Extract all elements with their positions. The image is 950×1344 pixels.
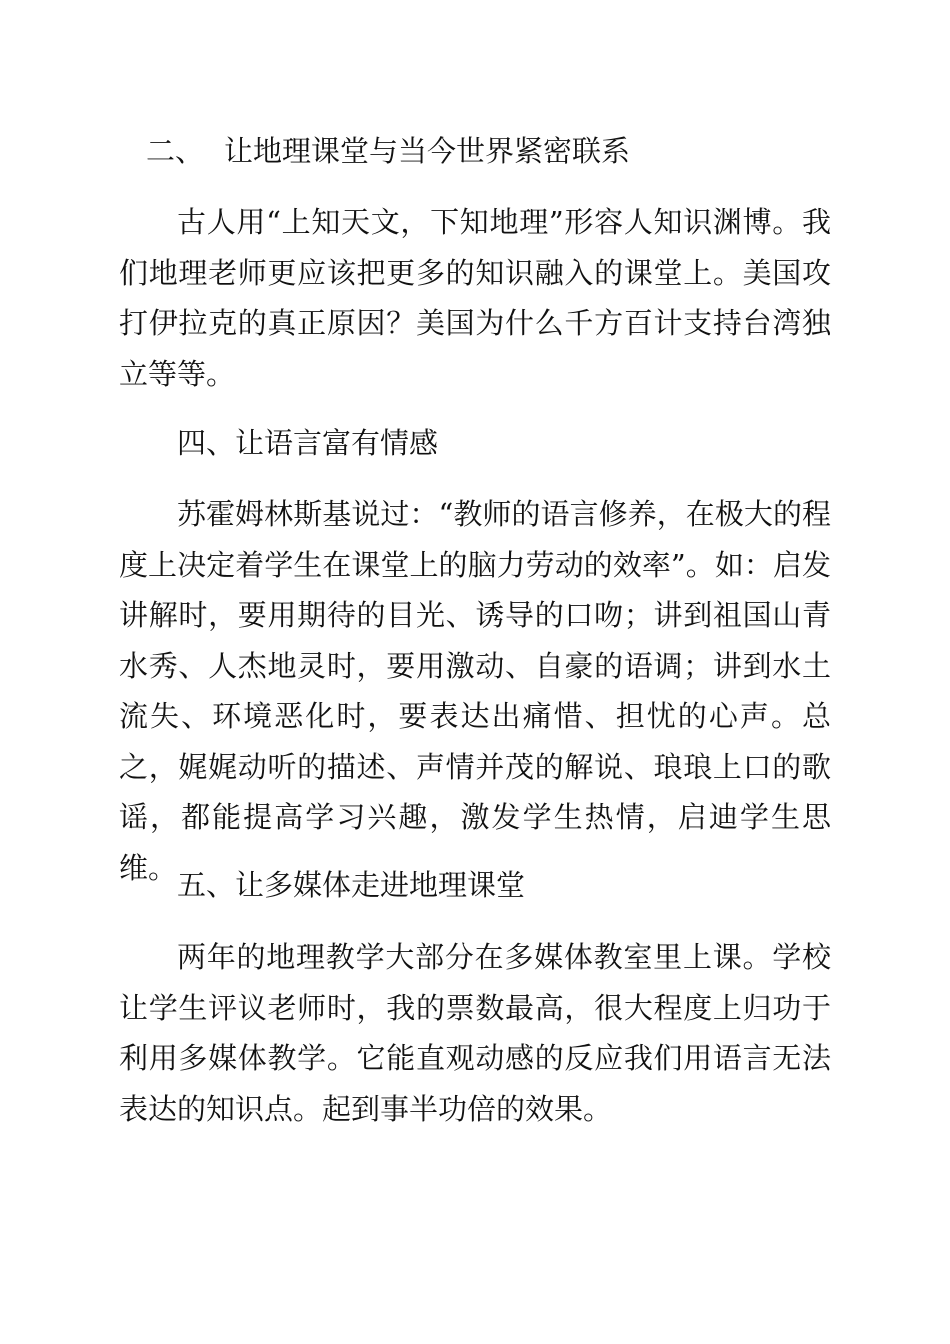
section-4-heading: 四、让语言富有情感 [177,426,439,460]
section-2-heading [146,126,630,176]
section-5-paragraph: 两年的地理教学大部分在多媒体教室里上课。学校让学生评议老师时，我的票数最高，很大程度上归功于利用多媒体教学。它能直观动感的反应我们用语言无法表达的知识点。起到事半功倍的效果。 [119,940,831,1126]
section-2-title: 让地理课堂与当今世界紧密联系 [224,134,631,168]
section-5-heading: 五、让多媒体走进地理课堂 [177,868,526,902]
section-2-number: 二、 [146,134,205,168]
section-4-paragraph: 苏霍姆林斯基说过：“教师的语言修养，在极大的程度上决定着学生在课堂上的脑力劳动的效率”。如：启发讲解时，要用期待的目光、诱导的口吻；讲到祖国山青水秀、人杰地灵时，要用激动、自豪的语调；讲到水土流失、环境恶化时，要表达出痛惜、担忧的心声。总之，娓娓动听的描述、声情并茂的解说、琅琅上口的歌谣，都能提高学习兴趣，激发学生热情，启迪学生思维。 [119,497,831,885]
section-2-paragraph: 古人用“上知天文，下知地理”形容人知识渊博。我们地理老师更应该把更多的知识融入的课堂上。美国攻打伊拉克的真正原因？美国为什么千方百计支持台湾独立等等。 [119,205,831,391]
